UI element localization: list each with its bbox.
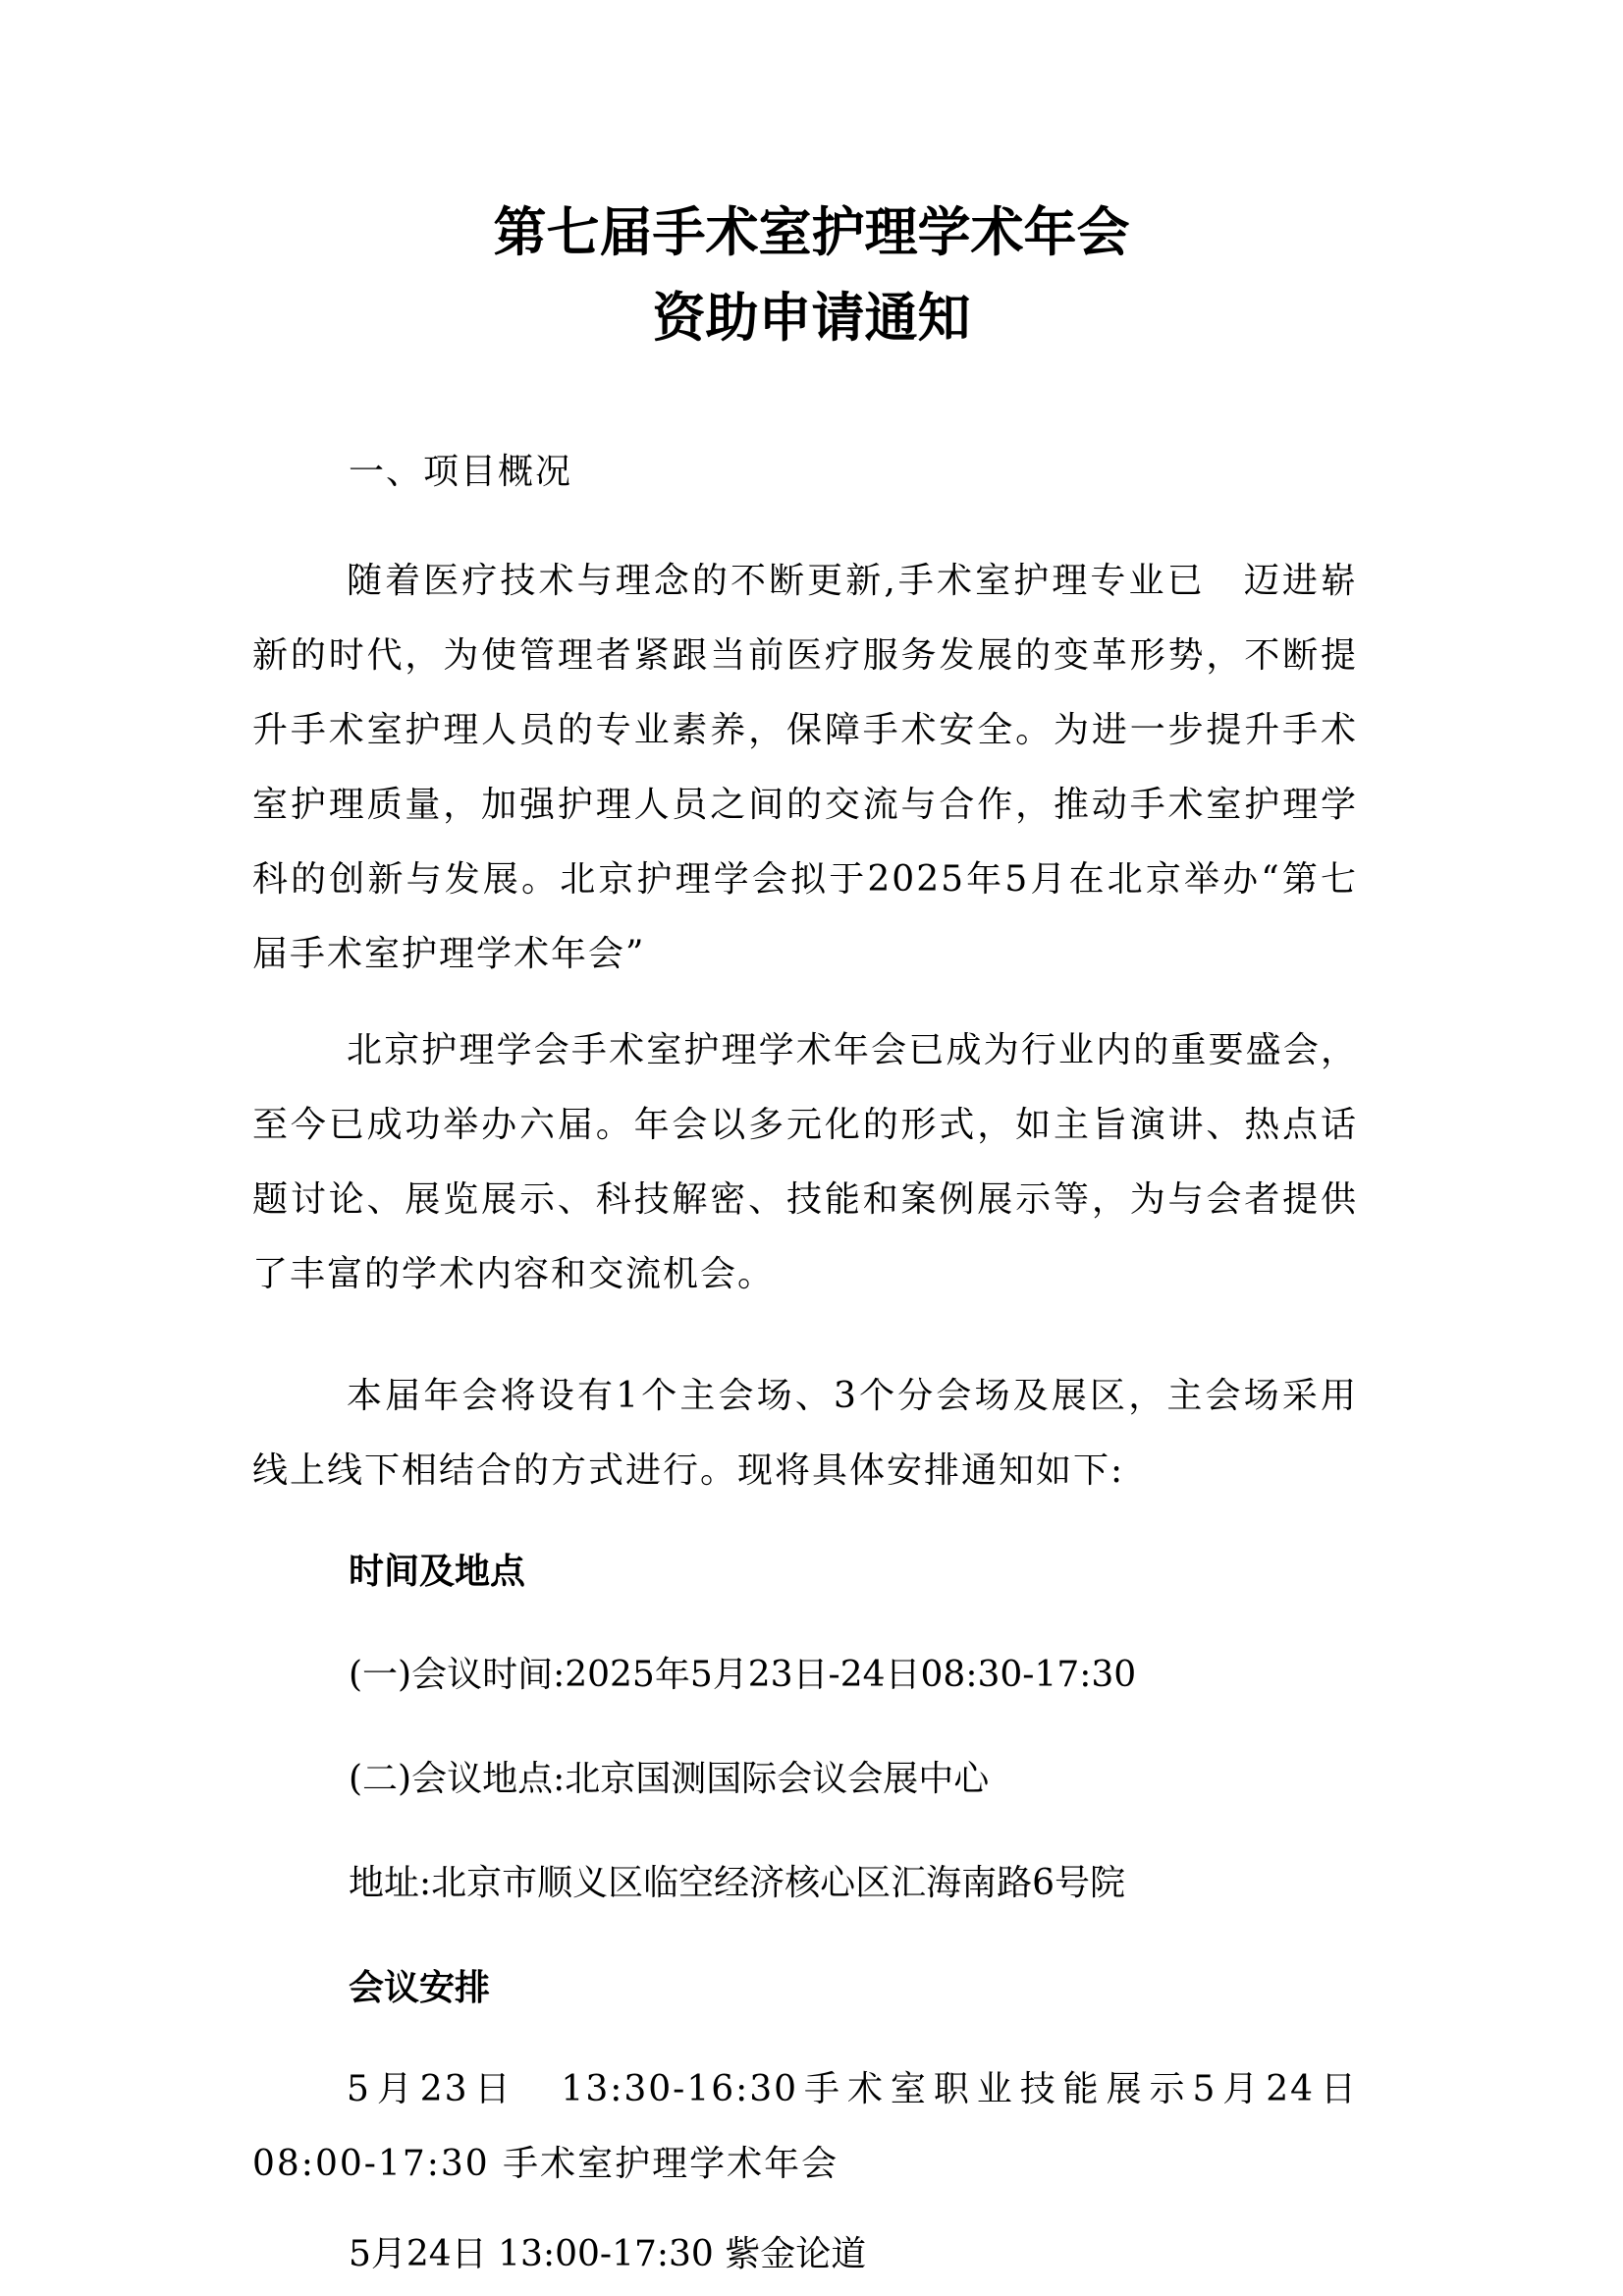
section-heading-overview: 一、项目概况 [349, 452, 573, 492]
paragraph-overview: 随着医疗技术与理念的不断更新,手术室护理专业已 迈进崭新的时代，为使管理者紧跟当前医疗服务发展的变革形势，不断提升手术室护理人员的专业素养，保障手术安全。为进一步提升手术室护理质量，加强护理人员之间的交流与合作，推动手术室护理学科的创新与发展。北京护理学会拟于2025年5月在北京举办“第七届手术室护理学术年会” [252, 561, 1358, 974]
schedule-last-line: 5月24日 13:00-17:30 紫金论道 [349, 2234, 867, 2274]
meeting-address: 地址:北京市顺义区临空经济核心区汇海南路6号院 [349, 1863, 1126, 1903]
document-title-line2: 资助申请通知 [652, 287, 971, 349]
section-heading-arrangement: 会议安排 [349, 1967, 491, 2008]
schedule-paragraph: 5月23日 13:30-16:30手术室职业技能展示5月24日 08:00-17:30 手术室护理学术年会 [252, 2069, 1358, 2184]
meeting-place: (二)会议地点:北京国测国际会议会展中心 [349, 1759, 990, 1799]
document-title-line1: 第七届手术室护理学术年会 [493, 201, 1130, 263]
paragraph-venues: 本届年会将设有1个主会场、3个分会场及展区，主会场采用线上线下相结合的方式进行。现将具体安排通知如下: [252, 1376, 1358, 1491]
section-heading-time-place: 时间及地点 [349, 1551, 526, 1592]
meeting-time: (一)会议时间:2025年5月23日-24日08:30-17:30 [349, 1655, 1137, 1695]
paragraph-history: 北京护理学会手术室护理学术年会已成为行业内的重要盛会，至今已成功举办六届。年会以多元化的形式，如主旨演讲、热点话题讨论、展览展示、科技解密、技能和案例展示等，为与会者提供了丰富的学术内容和交流机会。 [252, 1030, 1358, 1294]
